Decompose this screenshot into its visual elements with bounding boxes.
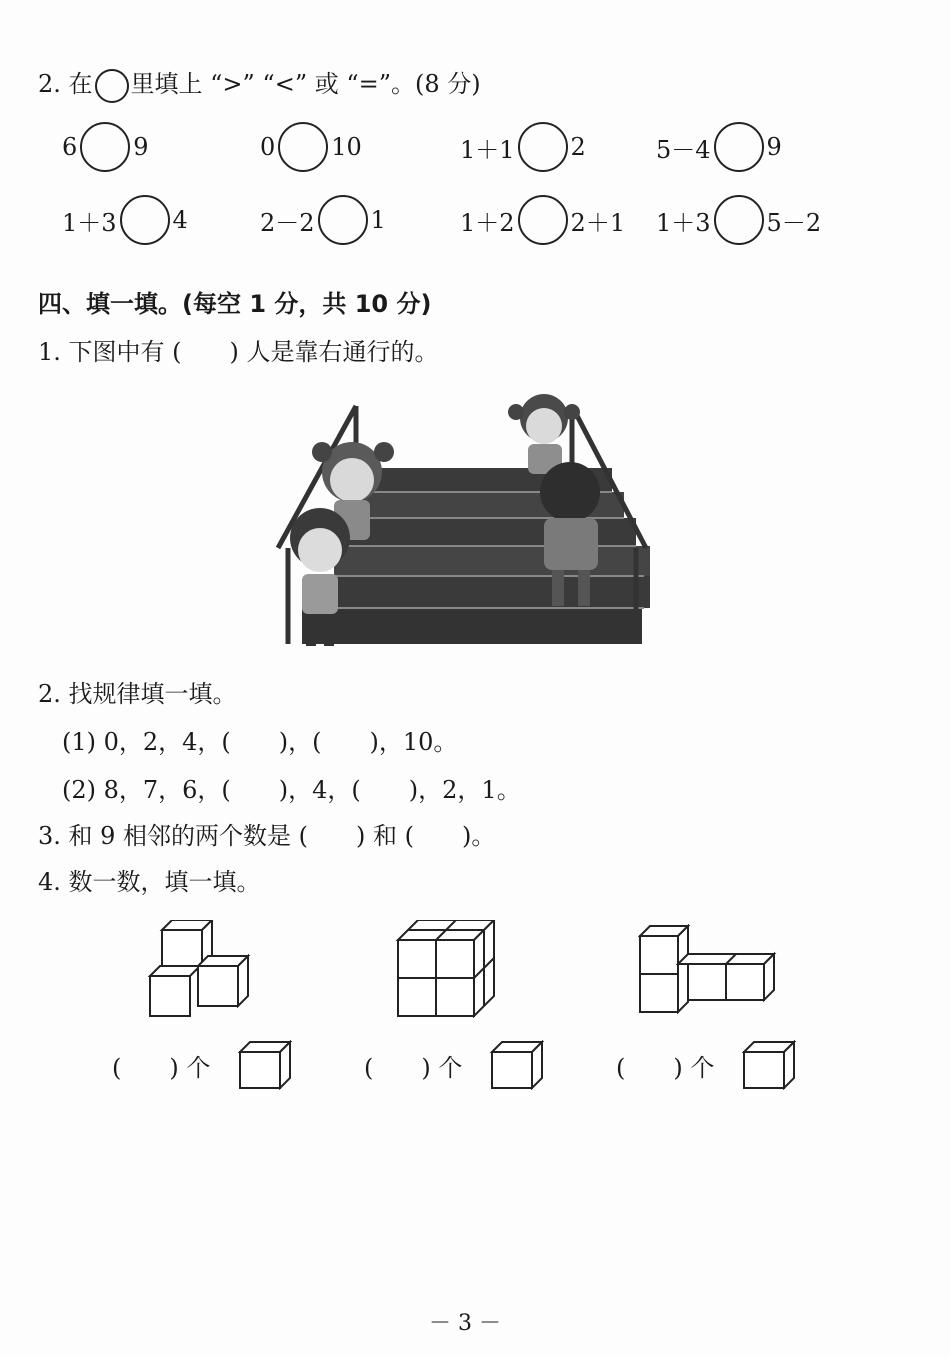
cube-icon (742, 1040, 796, 1090)
answer-circle[interactable] (120, 195, 170, 245)
answer-circle[interactable] (318, 195, 368, 245)
answer-circle[interactable] (714, 122, 764, 172)
cube-figure-1 (148, 920, 252, 1018)
example-circle (95, 69, 129, 103)
compare-item: 0 10 (260, 122, 362, 172)
question-2-part-1: (1) 0，2，4，( )，( )，10。 (62, 728, 458, 756)
question-1: 1. 下图中有 ( ) 人是靠右通行的。 (38, 338, 439, 366)
compare-item: 1＋1 2 (460, 122, 586, 172)
compare-item: 6 9 (62, 122, 149, 172)
girl-figure (508, 394, 580, 474)
question-2-title: 2. 找规律填一填。 (38, 680, 237, 708)
compare-item: 2－2 1 (260, 195, 386, 245)
cube-figure-3 (638, 924, 778, 1014)
compare-item: 1＋3 5－2 (656, 195, 821, 245)
answer-blank-3[interactable]: ( ) 个 (616, 1054, 715, 1082)
compare-item: 1＋2 2＋1 (460, 195, 625, 245)
compare-item: 5－4 9 (656, 122, 782, 172)
q2-prefix: 2. 在 (38, 70, 93, 98)
question-3: 3. 和 9 相邻的两个数是 ( ) 和 ( )。 (38, 822, 496, 850)
answer-circle[interactable] (714, 195, 764, 245)
q2-suffix: 里填上 “>” “<” 或 “=”。(8 分) (130, 70, 481, 98)
answer-circle[interactable] (518, 122, 568, 172)
cube-figure-2 (394, 920, 496, 1018)
q2-instruction (38, 68, 481, 103)
page-number: － 3 － (429, 1311, 501, 1336)
question-2-part-2: (2) 8，7，6，( )，4，( )，2，1。 (62, 776, 521, 804)
cube-icon (238, 1040, 292, 1090)
answer-circle[interactable] (278, 122, 328, 172)
question-4-title: 4. 数一数，填一填。 (38, 868, 261, 896)
cube-icon (490, 1040, 544, 1090)
staircase-illustration (272, 388, 652, 660)
answer-circle[interactable] (518, 195, 568, 245)
compare-item: 1＋3 4 (62, 195, 188, 245)
answer-blank-2[interactable]: ( ) 个 (364, 1054, 463, 1082)
answer-blank-1[interactable]: ( ) 个 (112, 1054, 211, 1082)
answer-circle[interactable] (80, 122, 130, 172)
section-title: 四、填一填。(每空 1 分，共 10 分) (38, 290, 432, 318)
